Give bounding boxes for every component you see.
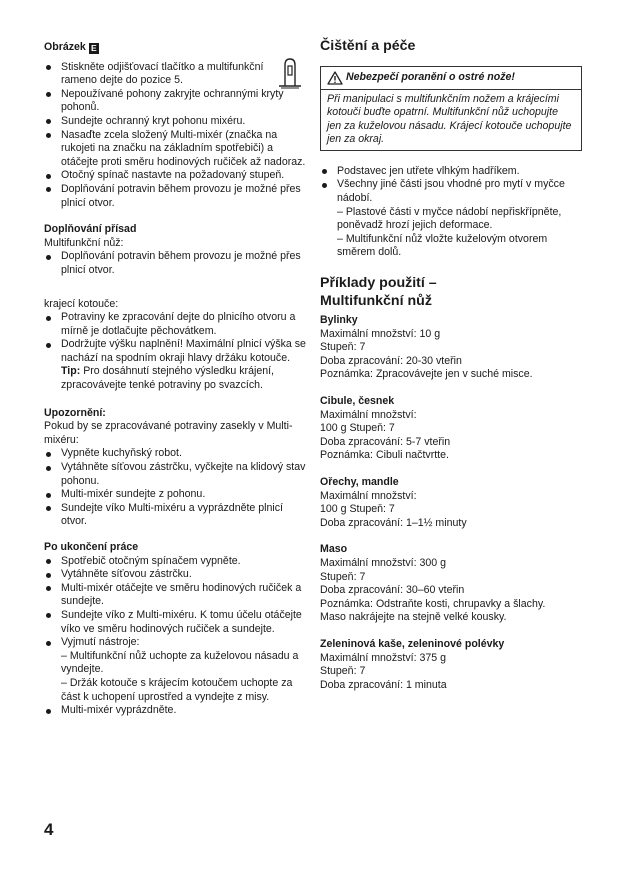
example-line: Stupeň: 7 [320,570,366,583]
example-block [320,476,582,530]
tip [44,365,306,392]
examples-title-line2: Multifunkční nůž [320,292,432,309]
example-name: Bylinky [320,314,358,327]
dash-item: – Plastové části v myčce nádobí nepřiskřípněte, poněvadž hrozí jejich deformace. [337,205,562,232]
warning-title: Nebezpečí poranění o ostré nože! [346,70,515,83]
adding-sub1-list [44,250,306,277]
page-number: 4 [44,820,54,839]
after-title: Po ukončení práce [44,541,139,553]
list-item: Nepoužívané pohony zakryjte ochrannými kryty pohonů. [44,88,306,115]
list-item: Multi-mixér vyprázdněte. [44,704,306,718]
warning-header [321,67,581,90]
example-line: 100 g Stupeň: 7 [320,503,395,516]
tip-text: Pro dosáhnutí stejného výsledku krájení, zpracovávejte tenké potraviny po svazcích. [61,365,274,392]
example-line: Poznámka: Cibuli načtvrtte. [320,449,449,462]
example-line: Poznámka: Odstraňte kosti, chrupavky a šlachy. [320,597,546,610]
example-name: Maso [320,543,348,556]
list-item: Spotřebič otočným spínačem vypněte. [44,555,306,569]
example-line: Maximální množství: 300 g [320,556,446,569]
example-block [320,638,582,692]
example-name: Cibule, česnek [320,395,395,407]
multi-arm-illustration [277,57,303,89]
notice-list [44,447,306,529]
example-line: Stupeň: 7 [320,341,366,354]
example-block [320,543,582,625]
figure-badge: E [89,43,99,54]
dash-item: – Multifunkční nůž uchopte za kuželovou násadu a vyndejte. [61,649,299,676]
adding-sub2: krajecí kotouče: [44,297,119,310]
example-line: Doba zpracování: 20-30 vteřin [320,354,462,367]
examples-title-line1: Příklady použití – [320,275,437,292]
list-item: Sundejte víko Multi-mixéru a vyprázdněte plnicí otvor. [44,502,306,529]
adding-sub2-list [44,311,306,365]
example-line: Doba zpracování: 1 minuta [320,678,447,691]
example-line: Maximální množství: 375 g [320,651,446,664]
dash-item: – Multifunkční nůž vložte kuželovým otvorem směrem dolů. [337,232,548,259]
list-item: Nasaďte zcela složený Multi-mixér (značka na rukojeti na značku na základním spotřebiči) a otáčejte proti směru hodinových ručiček až nadoraz. [44,129,306,170]
list-item: Sundejte ochranný kryt pohonu mixéru. [44,115,306,129]
example-line: Maximální množství: [320,408,417,421]
list-item: Sundejte víko z Multi-mixéru. K tomu účelu otáčejte víko ve směru hodinových ručiček a sundejte. [44,609,306,636]
list-item: Vytáhněte síťovou zástrčku. [44,568,306,582]
example-line: Poznámka: Zpracovávejte jen v suché misce. [320,368,533,381]
warning-text: Při manipulaci s multifunkčním nožem a krájecími kotouči buďte opatrní. Multifunkční nůž uchopujte jen za kuželovou násadu. Krájecí kotouče uchopujte jen za okraj. [327,92,572,146]
warning-box [320,66,582,151]
cleaning-title: Čištění a péče [320,38,416,54]
care-list [320,165,582,206]
example-line: Stupeň: 7 [320,665,366,678]
list-item: Podstavec jen utřete vlhkým hadříkem. [320,165,582,179]
list-item: Multi-mixér sundejte z pohonu. [44,488,306,502]
list-item: Multi-mixér otáčejte ve směru hodinových ručiček a sundejte. [44,582,306,609]
list-item: Potraviny ke zpracování dejte do plnicího otvoru a mírně je dotlačujte pěchovátkem. [44,311,306,338]
warning-triangle-icon [327,71,343,85]
example-line: 100 g Stupeň: 7 [320,422,395,435]
after-last-list [44,704,306,718]
example-line: Doba zpracování: 1–1½ minuty [320,516,467,529]
example-line: Maximální množství: [320,489,417,502]
tip-label: Tip: [61,365,81,378]
list-item: Otočný spínač nastavte na požadovaný stupeň. [44,169,306,183]
multi-arm-icon [277,57,303,89]
figure-heading [44,41,306,55]
example-line: Maso nakrájejte na stejně velké kousky. [320,611,507,624]
list-item: Vypněte kuchyňský robot. [44,447,306,461]
after-list [44,555,306,650]
example-name: Ořechy, mandle [320,475,399,488]
list-item: Všechny jiné části jsou vhodné pro mytí v myčce nádobí. [320,178,582,205]
list-item: Doplňování potravin během provozu je možné přes plnicí otvor. [44,250,306,277]
example-block [320,395,582,463]
example-line: Doba zpracování: 30–60 vteřin [320,584,465,597]
right-column [320,38,582,692]
figure-title: Obrázek [44,41,86,53]
dash-item: – Držák kotouče s krájecím kotoučem uchopte za část k uchopení uprostřed a vyndejte z misy. [61,676,293,703]
example-name: Zeleninová kaše, zeleninové polévky [320,637,505,650]
example-line: Doba zpracování: 5-7 vteřin [320,435,451,448]
example-block [320,314,582,382]
example-line: Maximální množství: 10 g [320,327,441,340]
notice-intro: Pokud by se zpracovávané potraviny zasekly v Multi-mixéru: [44,420,293,446]
list-item: Vytáhněte síťovou zástrčku, vyčkejte na klidový stav pohonu. [44,461,306,488]
notice-title: Upozornění: [44,406,106,419]
adding-title: Doplňování přísad [44,223,137,236]
left-column [44,41,306,718]
list-item: Stiskněte odjišťovací tlačítko a multifunkční rameno dejte do pozice 5. [44,61,306,88]
adding-sub1: Multifunkční nůž: [44,236,124,249]
list-item: Doplňování potravin během provozu je možné přes plnicí otvor. [44,183,306,210]
list-item: Vyjmutí nástroje: [44,636,306,650]
list-item: Dodržujte výšku naplnění! Maximální plnicí výška se nachází na spodním okraji hlavy držáku kotouče. [44,338,306,365]
assembly-steps [44,61,306,211]
